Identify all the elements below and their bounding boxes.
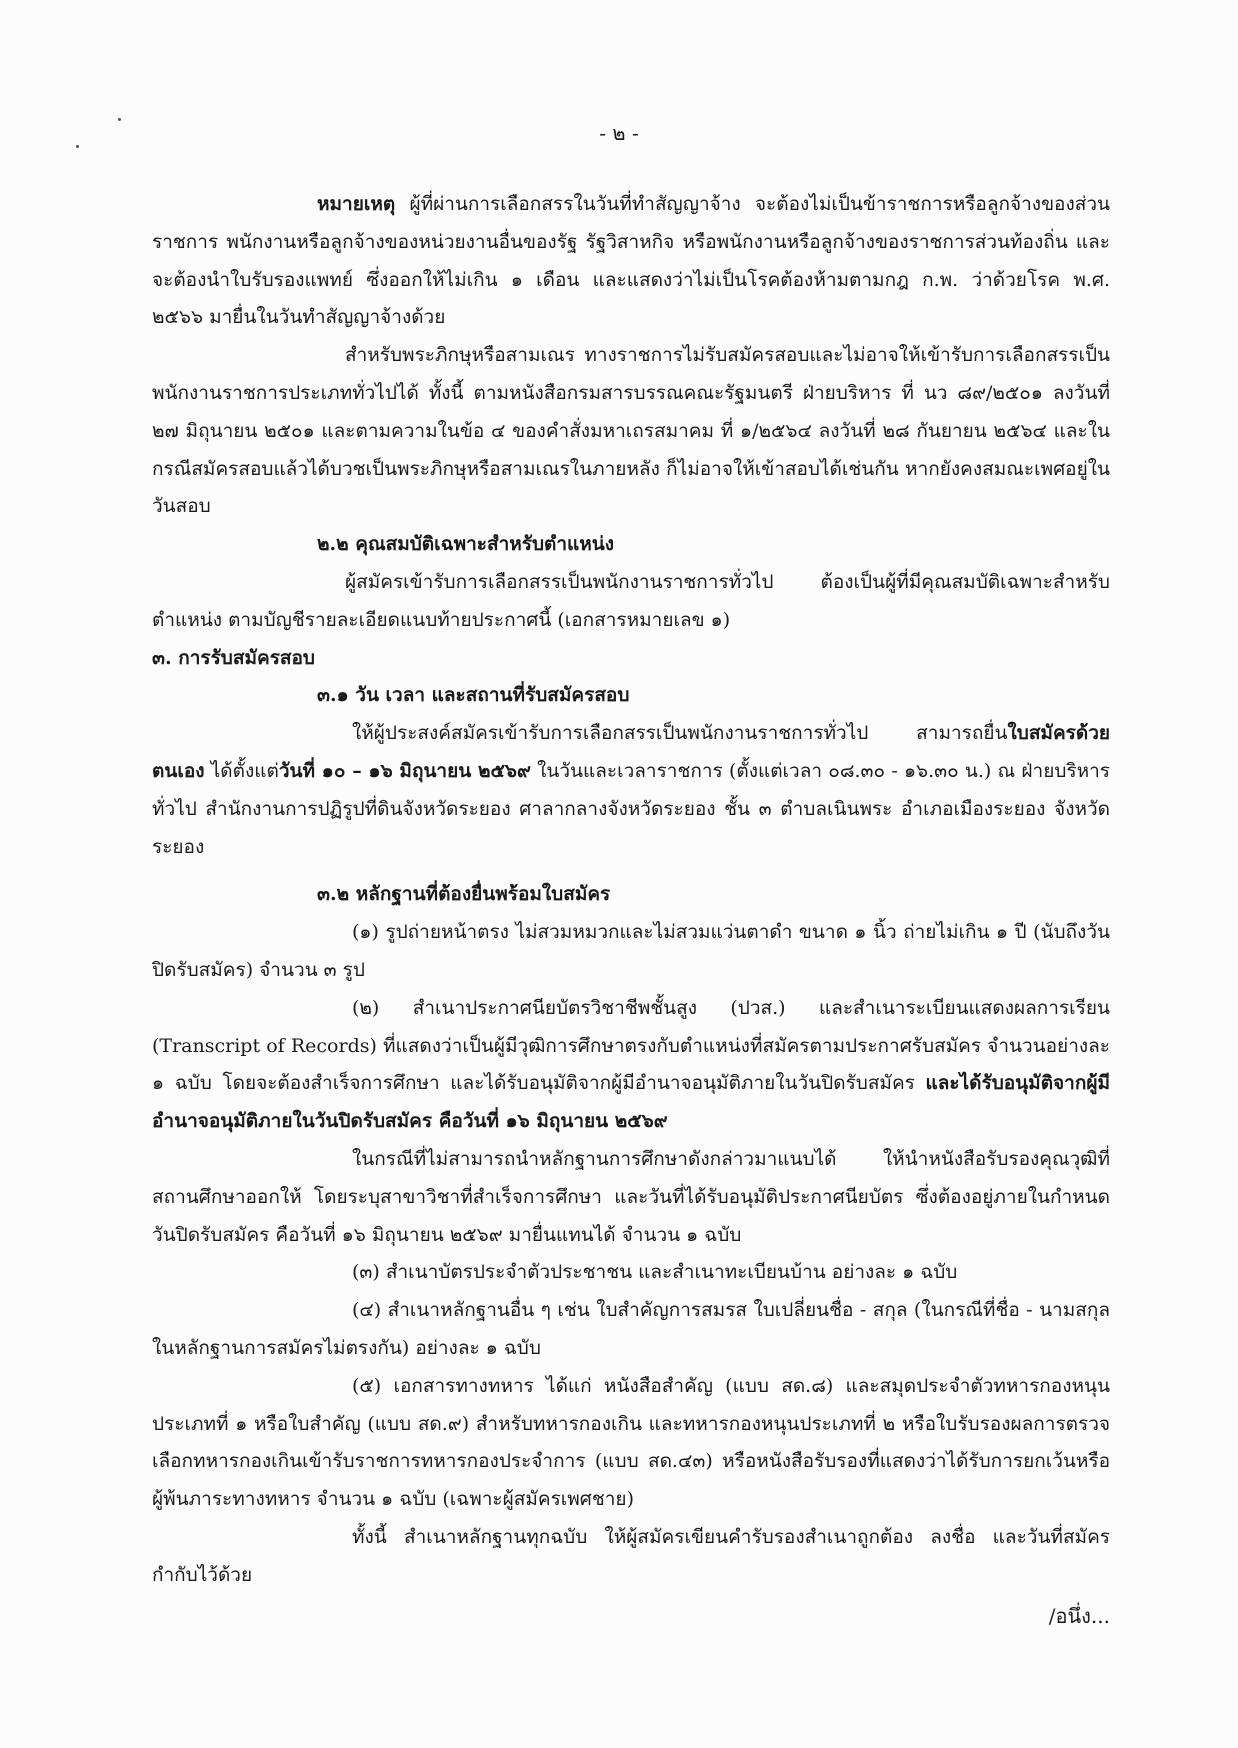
section-3-1-text — [152, 715, 1110, 866]
evidence-item-1: (๑) รูปถ่ายหน้าตรง ไม่สวมหมวกและไม่สวมแว่นตาดำ ขนาด ๑ นิ้ว ถ่ายไม่เกิน ๑ ปี (นับถึงวันปิดรับสมัคร) จำนวน ๓ รูป — [152, 921, 1110, 981]
evidence-item-2-alternative: ในกรณีที่ไม่สามารถนำหลักฐานการศึกษาดังกล่าวมาแนบได้ ให้นำหนังสือรับรองคุณวุฒิที่สถานศึกษาออกให้ โดยระบุสาขาวิชาที่สำเร็จการศึกษา และวันที่ได้รับอนุมัติประกาศนียบัตร ซึ่งต้องอยู่ภายในกำหนดวันปิดรับสมัคร คือวันที่ ๑๖ มิถุนายน ๒๕๖๙ มายื่นแทนได้ จำนวน ๑ ฉบับ — [152, 1147, 1110, 1246]
section-3-1-text-bold-dates: วันที่ ๑๐ – ๑๖ มิถุนายน ๒๕๖๙ — [278, 759, 531, 782]
page-number: - ๒ - — [599, 121, 639, 145]
evidence-item-5: (๕) เอกสารทางทหาร ได้แก่ หนังสือสำคัญ (แบบ สด.๘) และสมุดประจำตัวทหารกองหนุนประเภทที่ ๑ หรือใบสำคัญ (แบบ สด.๙) สำหรับทหารกองเกิน และทหารกองหนุนประเภทที่ ๒ หรือใบรับรองผลการตรวจเลือกทหารกองเกินเข้ารับราชการทหารกองประจำการ (แบบ สด.๔๓) หรือหนังสือรับรองที่แสดงว่าได้รับการยกเว้นหรือผู้พ้นภาระทางทหาร จำนวน ๑ ฉบับ (เฉพาะผู้สมัครเพศชาย) — [152, 1374, 1110, 1511]
section-3-1-text-c: ได้ตั้งแต่ — [204, 759, 279, 782]
note-text: ผู้ที่ผ่านการเลือกสรรในวันที่ทำสัญญาจ้าง จะต้องไม่เป็นข้าราชการหรือลูกจ้างของส่วนราชการ พนักงานหรือลูกจ้างของหน่วยงานอื่นของรัฐ รัฐวิสาหกิจ หรือพนักงานหรือลูกจ้างของราชการส่วนท้องถิ่น และจะต้องนำใบรับรองแพทย์ ซึ่งออกให้ไม่เกิน ๑ เดือน และแสดงว่าไม่เป็นโรคต้องห้ามตามกฎ ก.พ. ว่าด้วยโรค พ.ศ. ๒๕๖๖ มายื่นในวันทำสัญญาจ้างด้วย — [152, 193, 1110, 329]
monk-paragraph: สำหรับพระภิกษุหรือสามเณร ทางราชการไม่รับสมัครสอบและไม่อาจให้เข้ารับการเลือกสรรเป็นพนักงานราชการประเภททั่วไปได้ ทั้งนี้ ตามหนังสือกรมสารบรรณคณะรัฐมนตรี ฝ่ายบริหาร ที่ นว ๘๙/๒๕๐๑ ลงวันที่ ๒๗ มิถุนายน ๒๕๐๑ และตามความในข้อ ๔ ของคำสั่งมหาเถรสมาคม ที่ ๑/๒๕๖๔ ลงวันที่ ๒๘ กันยายน ๒๕๖๔ และในกรณีสมัครสอบแล้วได้บวชเป็นพระภิกษุหรือสามเณรในภายหลัง ก็ไม่อาจให้เข้าสอบได้เช่นกัน หากยังคงสมณะเพศอยู่ในวันสอบ — [152, 344, 1110, 518]
closing-paragraph: ทั้งนี้ สำเนาหลักฐานทุกฉบับ ให้ผู้สมัครเขียนคำรับรองสำเนาถูกต้อง ลงชื่อ และวันที่สมัครกำกับไว้ด้วย — [152, 1525, 1110, 1586]
section-3-1-text-bold-a: ใบสมัครด้วยตนเอง — [152, 722, 1110, 782]
section-3-1-text-a: ให้ผู้ประสงค์สมัครเข้ารับการเลือกสรรเป็นพนักงานราชการทั่วไป สามารถยื่น — [352, 722, 1008, 745]
evidence-item-2 — [152, 990, 1110, 1141]
section-3-1-heading: ๓.๑ วัน เวลา และสถานที่รับสมัครสอบ — [317, 684, 630, 707]
note-label: หมายเหตุ — [317, 193, 396, 215]
evidence-item-2-bold: และได้รับอนุมัติจากผู้มีอำนาจอนุมัติภายในวันปิดรับสมัคร คือวันที่ ๑๖ มิถุนายน ๒๕๖๙ — [152, 1072, 1110, 1133]
continued-marker: /อนึ่ง... — [1048, 1604, 1110, 1628]
evidence-item-2-text: (๒) สำเนาประกาศนียบัตรวิชาชีพชั้นสูง (ปวส.) และสำเนาระเบียนแสดงผลการเรียน (Transcript of Records) ที่แสดงว่าเป็นผู้มีวุฒิการศึกษาตรงกับตำแหน่งที่สมัครตามประกาศรับสมัคร จำนวนอย่างละ ๑ ฉบับ โดยจะต้องสำเร็จการศึกษา และได้รับอนุมัติจากผู้มีอำนาจอนุมัติภายในวันปิดรับสมัคร — [152, 996, 1110, 1095]
section-3-2-heading: ๓.๒ หลักฐานที่ต้องยื่นพร้อมใบสมัคร — [317, 883, 611, 906]
section-2-2-text: ผู้สมัครเข้ารับการเลือกสรรเป็นพนักงานราชการทั่วไป ต้องเป็นผู้ที่มีคุณสมบัติเฉพาะสำหรับตำแหน่ง ตามบัญชีรายละเอียดแนบท้ายประกาศนี้ (เอกสารหมายเลข ๑) — [152, 570, 1110, 631]
evidence-item-3: (๓) สำเนาบัตรประจำตัวประชาชน และสำเนาทะเบียนบ้าน อย่างละ ๑ ฉบับ — [352, 1261, 958, 1284]
section-2-2-heading: ๒.๒ คุณสมบัติเฉพาะสำหรับตำแหน่ง — [317, 533, 615, 556]
section-3-heading: ๓. การรับสมัครสอบ — [152, 646, 315, 669]
note-paragraph — [152, 186, 1110, 337]
section-3-1-text-e: ในวันและเวลาราชการ (ตั้งแต่เวลา ๐๘.๓๐ - ๑๖.๓๐ น.) ณ ฝ่ายบริหารทั่วไป สำนักงานการปฏิรูปที่ดินจังหวัดระยอง ศาลากลางจังหวัดระยอง ชั้น ๓ ตำบลเนินพระ อำเภอเมืองระยอง จังหวัดระยอง — [152, 759, 1110, 858]
evidence-item-4: (๔) สำเนาหลักฐานอื่น ๆ เช่น ใบสำคัญการสมรส ใบเปลี่ยนชื่อ - สกุล (ในกรณีที่ชื่อ - นามสกุล ในหลักฐานการสมัครไม่ตรงกัน) อย่างละ ๑ ฉบับ — [152, 1299, 1110, 1359]
document-body — [152, 186, 1110, 1594]
